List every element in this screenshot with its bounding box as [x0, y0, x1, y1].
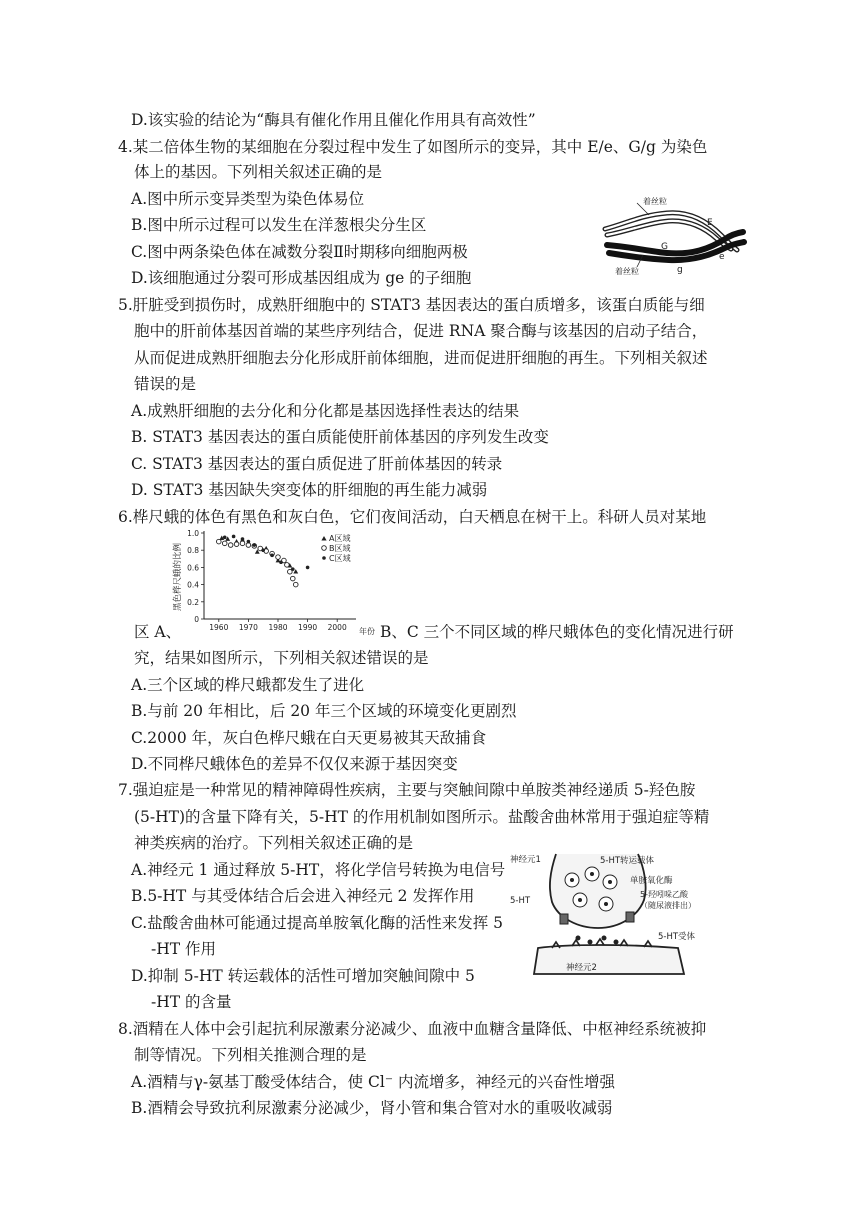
legend-marker-b — [322, 546, 327, 551]
point-b-region — [293, 582, 298, 587]
label-neuron-2: 神经元2 — [566, 963, 597, 973]
chromosome-figure — [597, 195, 747, 275]
legend-label: A区域 — [329, 534, 351, 543]
q6-stem-line-2b: B、C 三个不同区域的桦尺蛾体色的变化情况进行研 — [380, 623, 734, 641]
legend-label: C区域 — [329, 554, 351, 563]
q7-option-b: B.5-HT 与其受体结合后会进入神经元 2 发挥作用 — [131, 887, 475, 905]
x-tick-label: 2000 — [327, 623, 347, 632]
q6-option-c: C.2000 年，灰白色桦尺蛾在白天更易被其天敌捕食 — [131, 729, 487, 747]
q4-option-b: B.图中所示过程可以发生在洋葱根尖分生区 — [131, 216, 427, 234]
q7-stem-line-1: 7.强迫症是一种常见的精神障碍性疾病，主要与突触间隙中单胺类神经递质 5-羟色胺 — [118, 781, 696, 799]
point-b-region — [222, 541, 227, 546]
point-b-region — [291, 576, 296, 581]
gene-label-e-lower: e — [719, 252, 725, 262]
point-b-region — [240, 541, 245, 546]
point-c-region — [253, 543, 257, 547]
point-b-region — [234, 542, 239, 547]
centromere-label-top: 着丝粒 — [643, 197, 667, 206]
synapse-figure — [508, 852, 720, 976]
q4-option-d: D.该细胞通过分裂可形成基因组成为 ge 的子细胞 — [131, 269, 472, 287]
q4-option-a: A.图中所示变异类型为染色体易位 — [131, 190, 365, 208]
gene-label-g-lower: g — [677, 265, 683, 275]
label-metabolite-note: （随尿液排出） — [640, 901, 696, 910]
q7-option-c-cont: -HT 作用 — [151, 940, 217, 958]
q8-option-b: B.酒精会导致抗利尿激素分泌减少，肾小管和集合管对水的重吸收减弱 — [131, 1099, 613, 1117]
q5-option-d: D. STAT3 基因缺失突变体的肝细胞的再生能力减弱 — [131, 481, 488, 499]
centromere-label-bottom: 着丝粒 — [615, 267, 639, 275]
label-neuron-1: 神经元1 — [510, 855, 541, 865]
q6-option-b: B.与前 20 年相比，后 20 年三个区域的环境变化更剧烈 — [131, 702, 517, 720]
q4-stem-line-2: 体上的基因。下列相关叙述正确的是 — [134, 163, 383, 181]
q5-stem-line-1: 5.肝脏受到损伤时，成熟肝细胞中的 STAT3 基因表达的蛋白质增多，该蛋白质能与细 — [118, 296, 705, 314]
point-b-region — [246, 543, 251, 548]
q7-option-a: A.神经元 1 通过释放 5-HT，将化学信号转换为电信号 — [131, 861, 506, 879]
q7-stem-line-2: (5-HT)的含量下降有关，5-HT 的作用机制如图所示。盐酸舍曲林常用于强迫症等精 — [134, 808, 710, 826]
point-c-region — [232, 535, 236, 539]
y-tick-label: 0.8 — [187, 546, 199, 556]
label-mao: 单胺氧化酶 — [630, 876, 673, 886]
x-tick-label: 1960 — [209, 623, 229, 632]
q7-option-d-cont: -HT 的含量 — [151, 993, 232, 1011]
point-b-region — [276, 555, 281, 560]
point-c-region — [291, 567, 295, 571]
q5-stem-line-4: 错误的是 — [134, 375, 197, 393]
label-5ht-transporter: 5-HT转运载体 — [600, 856, 655, 866]
point-c-region — [279, 560, 283, 564]
legend-label: B区域 — [329, 544, 351, 553]
point-c-region — [247, 540, 251, 544]
point-c-region — [223, 536, 227, 540]
q5-stem-line-2: 胞中的肝前体基因首端的某些序列结合，促进 RNA 聚合酶与该基因的启动子结合， — [134, 322, 708, 340]
chart-x-axis-label: 年份 — [359, 627, 375, 636]
q6-stem-line-1: 6.桦尺蛾的体色有黑色和灰白色，它们夜间活动，白天栖息在树干上。科研人员对某地 — [118, 508, 707, 526]
gene-label-e-upper: E — [707, 218, 713, 228]
y-tick-label: 0.2 — [187, 597, 199, 607]
x-tick-label: 1970 — [238, 623, 258, 632]
q7-option-c: C.盐酸舍曲林可能通过提高单胺氧化酶的活性来发挥 5 — [131, 914, 504, 932]
q6-option-a: A.三个区域的桦尺蛾都发生了进化 — [131, 676, 365, 694]
label-5ht: 5-HT — [510, 896, 531, 906]
point-c-region — [261, 548, 265, 552]
q7-option-d: D.抑制 5-HT 转运载体的活性可增加突触间隙中 5 — [131, 967, 475, 985]
point-b-region — [217, 539, 222, 544]
y-tick-label: 1.0 — [187, 529, 199, 538]
legend-marker-c — [322, 556, 326, 560]
q5-stem-line-3: 从而促进成熟肝细胞去分化形成肝前体细胞，进而促进肝细胞的再生。下列相关叙述 — [134, 349, 708, 367]
q7-stem-line-3: 神类疾病的治疗。下列相关叙述正确的是 — [134, 834, 414, 852]
q5-option-b: B. STAT3 基因表达的蛋白质能使肝前体基因的序列发生改变 — [131, 428, 549, 446]
x-tick-label: 1980 — [268, 623, 288, 632]
q4-stem-line-1: 4.某二倍体生物的某细胞在分裂过程中发生了如图所示的变异，其中 E/e、G/g 为染色 — [118, 138, 708, 156]
moth-ratio-chart — [172, 527, 382, 639]
q6-option-d: D.不同桦尺蛾体色的差异不仅仅来源于基因突变 — [131, 755, 458, 773]
label-metabolite: 5-羟吲哚乙酸 — [640, 890, 688, 899]
legend-marker-a — [321, 536, 326, 541]
q5-option-c: C. STAT3 基因表达的蛋白质促进了肝前体基因的转录 — [131, 455, 503, 473]
q6-stem-line-3: 究，结果如图所示，下列相关叙述错误的是 — [134, 649, 429, 667]
q3-option-d: D.该实验的结论为“酶具有催化作用且催化作用具有高效性” — [131, 111, 536, 129]
chart-y-axis-label: 黑色桦尺蛾的比例 — [173, 542, 183, 612]
q8-option-a: A.酒精与γ-氨基丁酸受体结合，使 Cl⁻ 内流增多，神经元的兴奋性增强 — [131, 1073, 615, 1091]
gene-label-g-upper: G — [661, 242, 668, 252]
q6-stem-line-2a: 区 A、 — [134, 623, 182, 641]
q5-option-a: A.成熟肝细胞的去分化和分化都是基因选择性表达的结果 — [131, 402, 520, 420]
point-b-region — [285, 563, 290, 568]
y-tick-label: 0.4 — [187, 580, 199, 590]
point-c-region — [306, 566, 310, 570]
point-c-region — [241, 537, 245, 541]
point-b-region — [228, 543, 233, 548]
q4-option-c: C.图中两条染色体在减数分裂Ⅱ时期移向细胞两极 — [131, 243, 468, 261]
label-5ht-receptor: 5-HT受体 — [658, 932, 696, 942]
point-c-region — [270, 554, 274, 558]
y-tick-label: 0.6 — [187, 563, 199, 573]
y-tick-label: 0 — [194, 615, 199, 624]
q8-stem-line-1: 8.酒精在人体中会引起抗利尿激素分泌减少、血液中血糖含量降低、中枢神经系统被抑 — [118, 1020, 707, 1038]
q8-stem-line-2: 制等情况。下列相关推测合理的是 — [134, 1046, 367, 1064]
x-tick-label: 1990 — [298, 623, 318, 632]
